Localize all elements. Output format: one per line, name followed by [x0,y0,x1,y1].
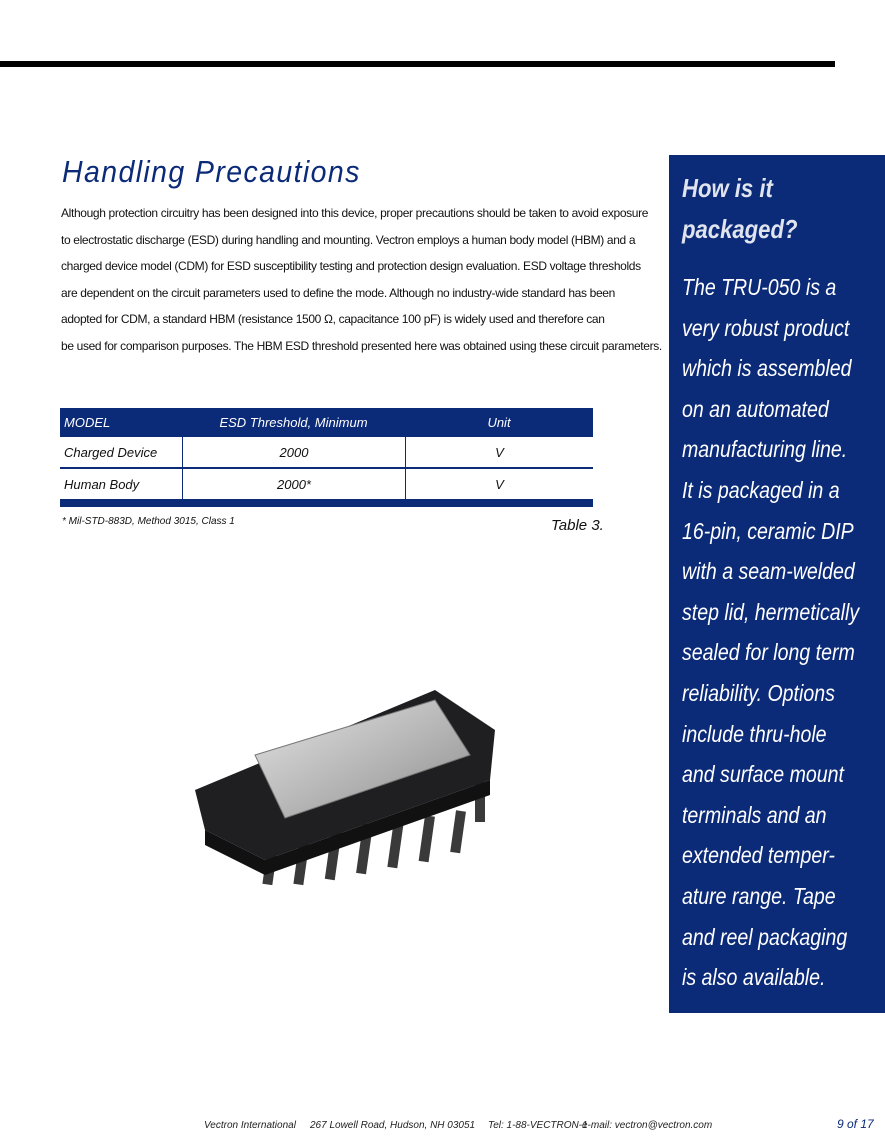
body-paragraph [61,200,662,360]
footer-tel: Tel: 1-88-VECTRON-1 [488,1120,588,1131]
cell-unit: V [405,437,593,467]
sidebar-text-line: step lid, hermetically [682,598,860,625]
sidebar-text-line: and reel packaging [682,923,848,950]
table-row [60,469,593,499]
section-title: Handling Precautions [62,154,361,189]
table-header [60,408,593,437]
footer-company: Vectron International [204,1120,296,1131]
sidebar-text-line: 16-pin, ceramic DIP [682,517,854,544]
sidebar-text-line: manufacturing line. [682,436,848,463]
sidebar-heading: packaged? [682,214,798,244]
table-row [60,437,593,467]
paragraph-line: be used for comparison purposes. The HBM ESD threshold presented here was obtained using these circuit parameters. [61,338,662,353]
cell-threshold: 2000 [182,437,405,467]
paragraph-line: Although protection circuitry has been designed into this device, proper precautions should be taken to avoid exposure [61,206,649,220]
sidebar-text-line: ature range. Tape [682,883,836,909]
sidebar-text-line: on an automated [682,395,829,422]
sidebar-text-line: include thru-hole [682,720,827,747]
sidebar-text-line: The TRU-050 is a [682,274,837,300]
sidebar-text-line: terminals and an [682,801,827,828]
dip-package-photo [185,670,505,920]
page-number: 9 of 17 [837,1117,874,1131]
sidebar-text-line: It is packaged in a [682,477,840,503]
footer-address: 267 Lowell Road, Hudson, NH 03051 [310,1120,476,1131]
cell-threshold: 2000* [182,469,405,499]
sidebar-text-line: and surface mount [682,761,844,788]
sidebar-heading: How is it [682,173,773,203]
header-model: MODEL [64,415,111,430]
paragraph-line: to electrostatic discharge (ESD) during handling and mounting. Vectron employs a human body model (HBM) and a [61,232,636,247]
sidebar-text-line: reliability. Options [682,680,835,706]
paragraph-line: adopted for CDM, a standard HBM (resistance 1500 Ω, capacitance 100 pF) is widely used and therefore can [61,312,605,327]
header-threshold: ESD Threshold, Minimum [219,415,368,430]
table-bottom-bar [60,499,593,507]
table-caption: Table 3. [551,517,604,534]
sidebar-text-line: extended temper- [682,842,835,869]
sidebar-text-line: is also available. [682,964,826,991]
table-footnote: * Mil-STD-883D, Method 3015, Class 1 [62,516,235,527]
footer-email: e-mail: vectron@vectron.com [582,1120,713,1131]
sidebar-text-line: very robust product [682,314,850,341]
cell-model: Charged Device [64,444,158,460]
header-unit: Unit [487,415,511,430]
paragraph-line: charged device model (CDM) for ESD susceptibility testing and protection design evaluation. ESD voltage thresholds [61,259,641,274]
top-rule [0,61,835,67]
sidebar-text-line: sealed for long term [682,639,855,666]
sidebar-text-line: with a seam-welded [682,558,855,585]
esd-threshold-table [60,408,593,507]
sidebar-text-line: which is assembled [682,355,852,382]
packaging-sidebar [669,155,885,1013]
paragraph-line: are dependent on the circuit parameters used to define the mode. Although no industry-wide standard has been [61,285,615,300]
cell-model: Human Body [64,476,140,492]
cell-unit: V [405,469,593,499]
